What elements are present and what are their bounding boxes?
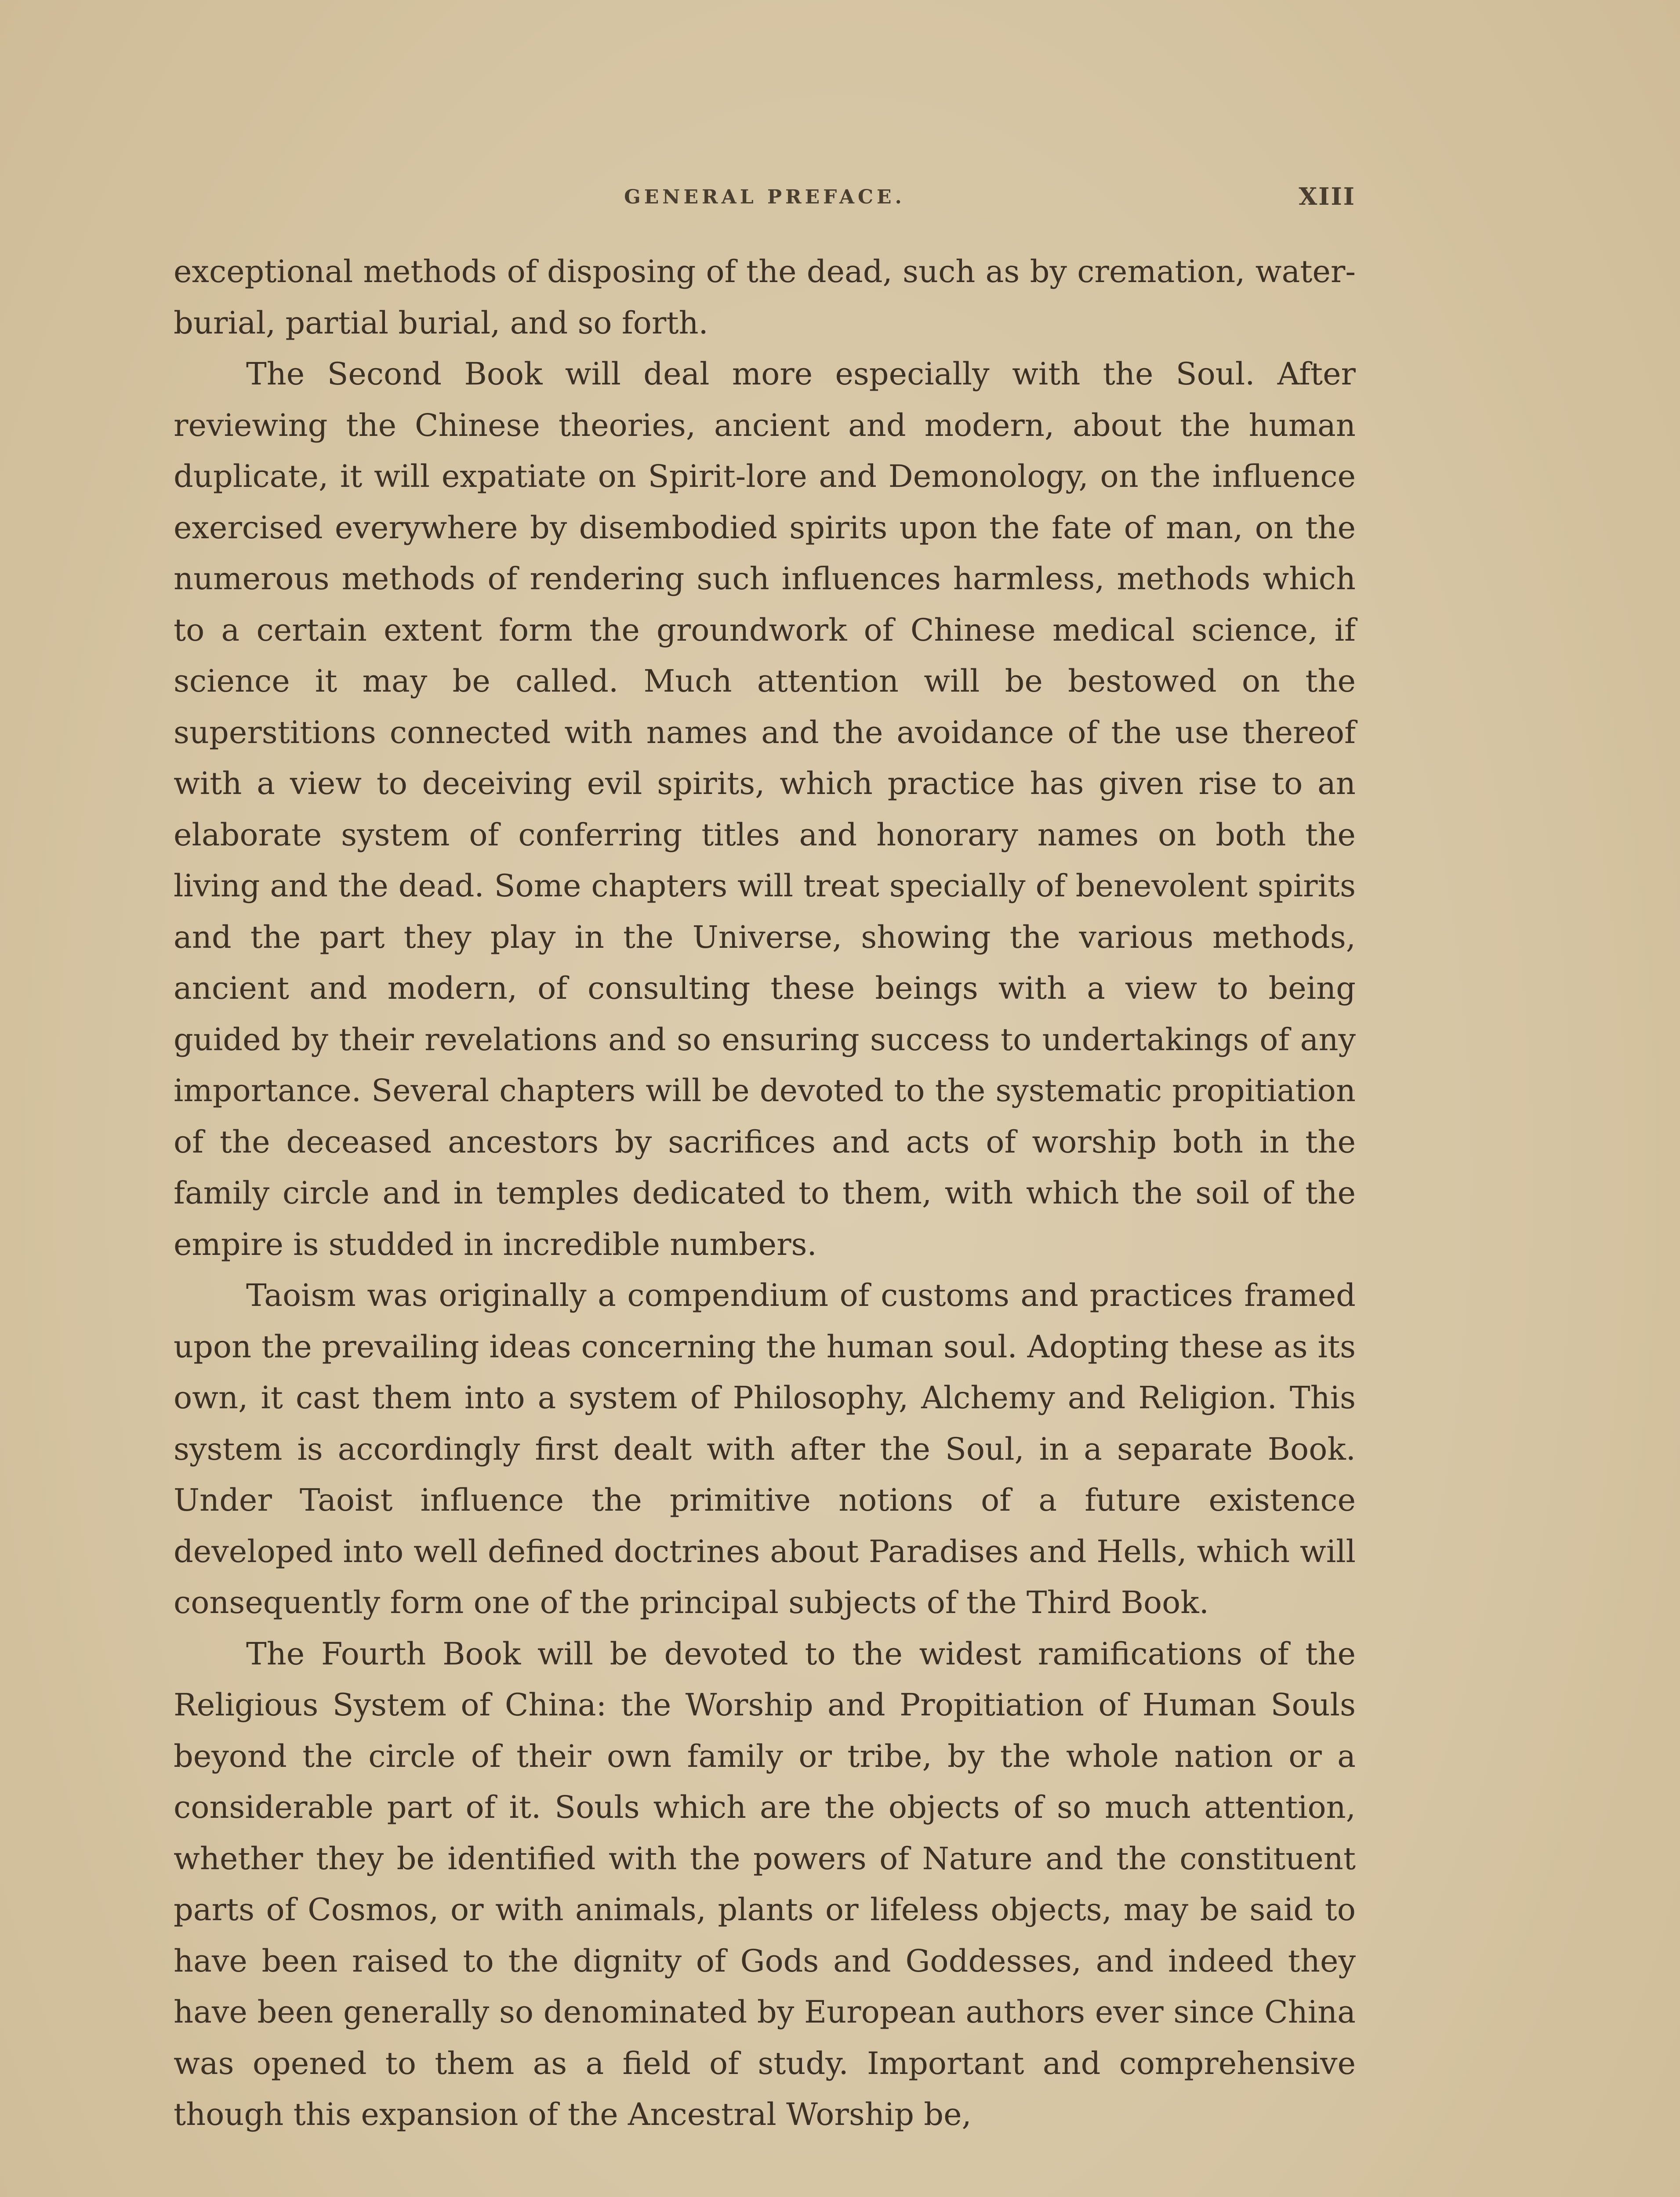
- body-text: [174, 246, 1356, 2140]
- running-head: GENERAL PREFACE.: [624, 186, 905, 208]
- page-header: [174, 178, 1356, 222]
- paragraph-second-book: The Second Book will deal more especially with the Soul. After reviewing the Chinese theories, ancient and modern, about the human duplicate, it will expatiate on Spirit-lore and Demonology, on the influence exercised everywhere by disembodied spirits upon the fate of man, on the numerous methods of rendering such influences harmless, methods which to a certain extent form the groundwork of Chinese medical science, if science it may be called. Much attention will be bestowed on the superstitions connected with names and the avoidance of the use thereof with a view to deceiving evil spirits, which practice has given rise to an elaborate system of conferring titles and honorary names on both the living and the dead. Some chapters will treat specially of benevolent spirits and the part they play in the Universe, showing the various methods, ancient and modern, of consulting these beings with a view to being guided by their revelations and so ensuring success to undertakings of any importance. Several chapters will be devoted to the systematic propitiation of the deceased ancestors by sacrifices and acts of worship both in the family circle and in temples dedicated to them, with which the soil of the empire is studded in incredible numbers.: [174, 356, 1356, 1262]
- page-number: XIII: [1299, 182, 1356, 210]
- paragraph-continuation: exceptional methods of disposing of the dead, such as by cremation, water-burial, partial burial, and so forth.: [174, 254, 1356, 341]
- paragraph-fourth-book: The Fourth Book will be devoted to the widest ramifications of the Religious System of China: the Worship and Propitiation of Human Souls beyond the circle of their own family or tribe, by the whole nation or a considerable part of it. Souls which are the objects of so much attention, whether they be identified with the powers of Nature and the constituent parts of Cosmos, or with animals, plants or lifeless objects, may be said to have been raised to the dignity of Gods and Goddesses, and indeed they have been generally so denominated by European authors ever since China was opened to them as a field of study. Important and comprehensive though this expansion of the Ancestral Worship be,: [174, 1635, 1356, 2132]
- paragraph-taoism: Taoism was originally a compendium of customs and practices framed upon the prevailing ideas concerning the human soul. Adopting these as its own, it cast them into a system of Philosophy, Alchemy and Religion. This system is accordingly first dealt with after the Soul, in a separate Book. Under Taoist influence the primitive notions of a future existence developed into well defined doctrines about Paradises and Hells, which will consequently form one of the principal subjects of the Third Book.: [174, 1277, 1356, 1621]
